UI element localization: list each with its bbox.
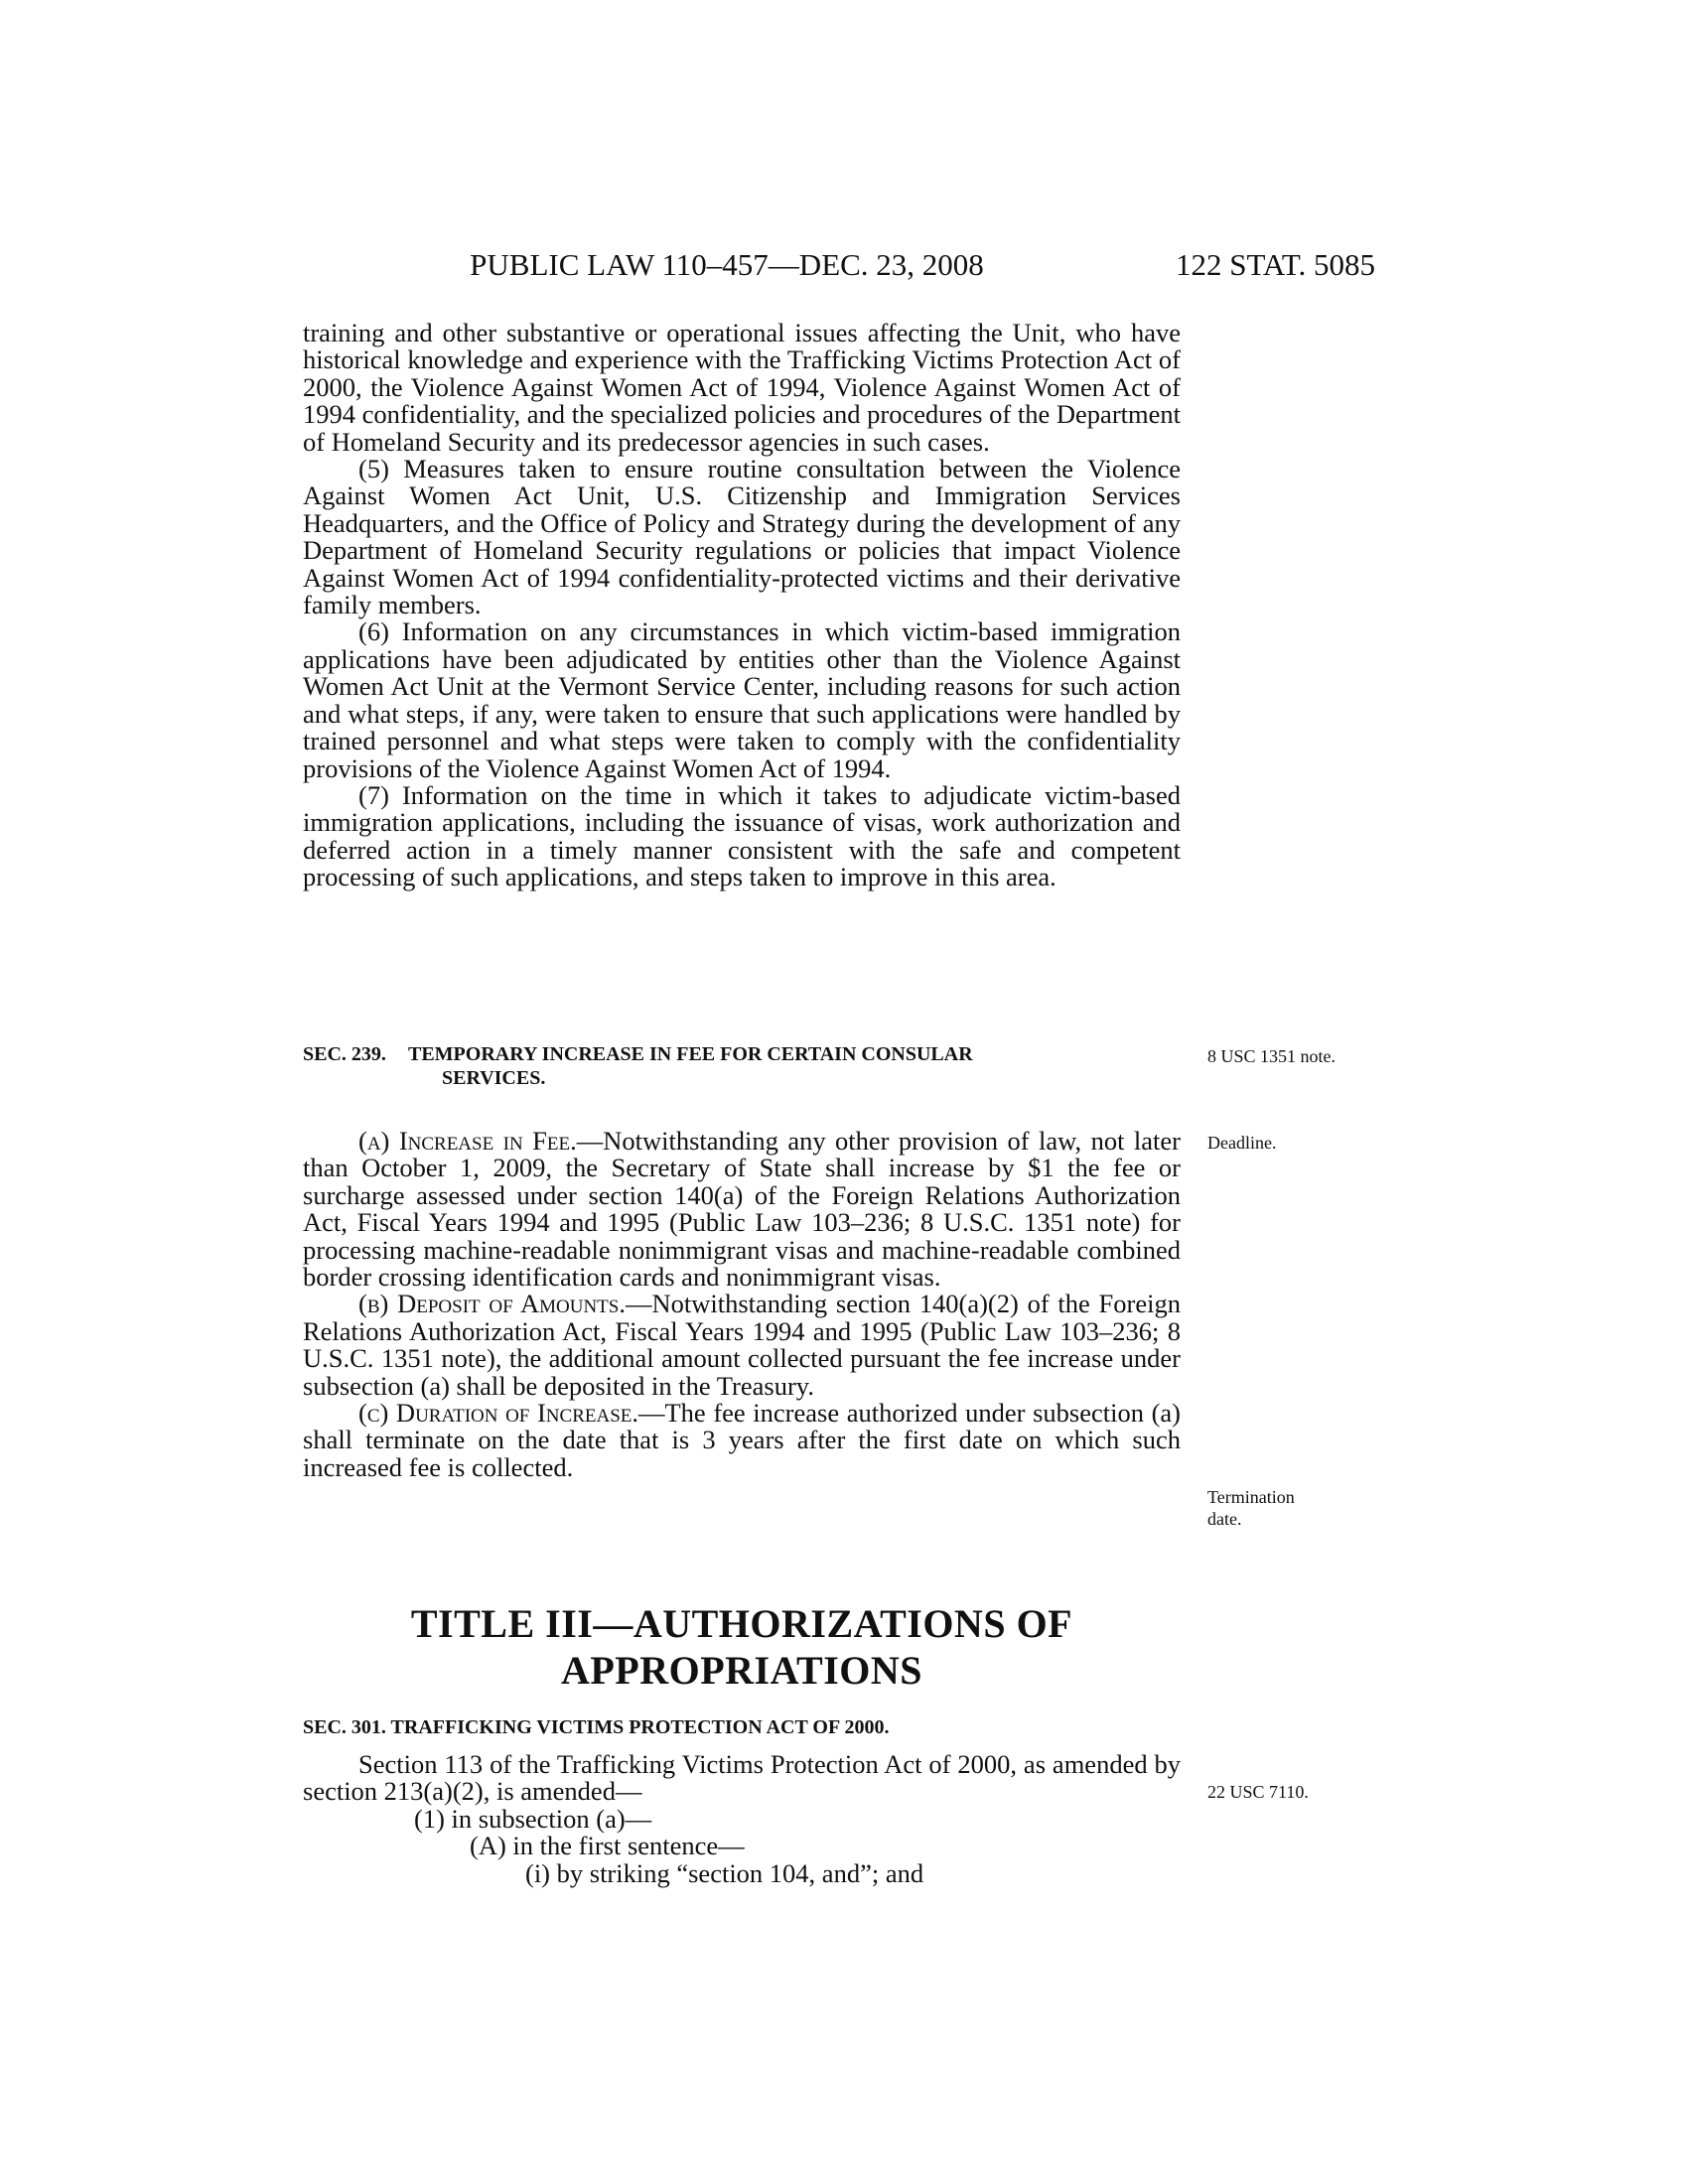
subsection-a-paragraph	[303, 1128, 1181, 1291]
continuation-paragraph: training and other substantive or operational issues affecting the Unit, who have historical knowledge and experience with the Trafficking Victims Protection Act of 2000, the Violence Against Women Act of 1994, Violence Against Women Act of 1994 confidentiality, and the specialized policies and procedures of the Department of Homeland Security and its predecessor agencies in such cases.	[303, 318, 1181, 457]
subsection-c-label: (c) Duration of Increase.	[358, 1398, 638, 1429]
margin-note-usc-1351: 8 USC 1351 note.	[1207, 1046, 1336, 1066]
sec-301-body	[303, 1751, 1181, 1887]
sec-301-item-1: (1) in subsection (a)—	[414, 1803, 652, 1834]
sec-301-intro: Section 113 of the Trafficking Victims Protection Act of 2000, as amended by section 213(a)(2), is amended—	[303, 1749, 1181, 1807]
sec-301-heading: SEC. 301. TRAFFICKING VICTIMS PROTECTION ACT OF 2000.	[303, 1716, 890, 1738]
margin-note-termination-date	[1207, 1486, 1295, 1530]
sec-239-title-line1: TEMPORARY INCREASE IN FEE FOR CERTAIN CONSULAR	[408, 1043, 973, 1065]
item-5-paragraph: (5) Measures taken to ensure routine consultation between the Violence Against Women Act Unit, U.S. Citizenship and Immigration Services Headquarters, and the Office of Policy and Strategy during the development of any Department of Homeland Security regulations or policies that impact Violence Against Women Act of 1994 confidentiality-protected victims and their derivative family members.	[303, 454, 1181, 620]
title-iii-heading	[303, 1600, 1181, 1694]
subsection-a-text: —Notwithstanding any other provision of law, not later than October 1, 2009, the Secretary of State shall increase by $1 the fee or surcharge assessed under section 140(a) of the Foreign Relations Authorization Act, Fiscal Years 1994 and 1995 (Public Law 103–236; 8 U.S.C. 1351 note) for processing machine-readable nonimmigrant visas and machine-readable combined border crossing identification cards and nonimmigrant visas.	[303, 1126, 1181, 1293]
margin-note-termination-line2: date.	[1207, 1509, 1242, 1529]
subsection-b-label: (b) Deposit of Amounts.	[358, 1289, 626, 1319]
subsection-a-label: (a) Increase in Fee.	[358, 1126, 577, 1156]
title-iii-line2: APPROPRIATIONS	[560, 1648, 923, 1693]
statute-page-number: 122 STAT. 5085	[1175, 247, 1375, 282]
subsection-b-paragraph	[303, 1291, 1181, 1400]
item-7-paragraph: (7) Information on the time in which it takes to adjudicate victim-based immigration applications, including the issuance of visas, work authorization and deferred action in a timely manner consistent with the safe and competent processing of such applications, and steps taken to improve in this area.	[303, 779, 1181, 892]
public-law-citation: PUBLIC LAW 110–457—DEC. 23, 2008	[470, 247, 984, 282]
sec-301-item-1-a: (A) in the first sentence—	[470, 1831, 745, 1861]
margin-note-deadline: Deadline.	[1207, 1133, 1277, 1153]
title-iii-line1: TITLE III—AUTHORIZATIONS OF	[410, 1601, 1073, 1646]
margin-note-usc-7110: 22 USC 7110.	[1207, 1782, 1309, 1802]
sec-239-number: SEC. 239.	[303, 1043, 386, 1065]
margin-note-termination-line1: Termination	[1207, 1487, 1295, 1507]
sec-239-body	[303, 1128, 1181, 1481]
sec-301-item-1-a-i: (i) by striking “section 104, and”; and	[525, 1857, 924, 1888]
sec-239-heading	[303, 1042, 1181, 1090]
running-header	[0, 245, 1688, 285]
body-text-block	[303, 320, 1181, 891]
item-6-paragraph: (6) Information on any circumstances in which victim-based immigration applications have been adjudicated by entities other than the Violence Against Women Act Unit at the Vermont Service Center, including reasons for such action and what steps, if any, were taken to ensure that such applications were handled by trained personnel and what steps were taken to comply with the confidentiality provisions of the Violence Against Women Act of 1994.	[303, 616, 1181, 783]
sec-239-title-line2: SERVICES.	[442, 1067, 546, 1089]
subsection-c-paragraph	[303, 1400, 1181, 1481]
subsection-b-text: —Notwithstanding section 140(a)(2) of the Foreign Relations Authorization Act, Fiscal Years 1994 and 1995 (Public Law 103–236; 8 U.S.C. 1351 note), the additional amount collected pursuant the fee increase under subsection (a) shall be deposited in the Treasury.	[303, 1289, 1181, 1401]
subsection-c-text: —The fee increase authorized under subsection (a) shall terminate on the date that is 3 years after the first date on which such increased fee is collected.	[303, 1398, 1181, 1482]
